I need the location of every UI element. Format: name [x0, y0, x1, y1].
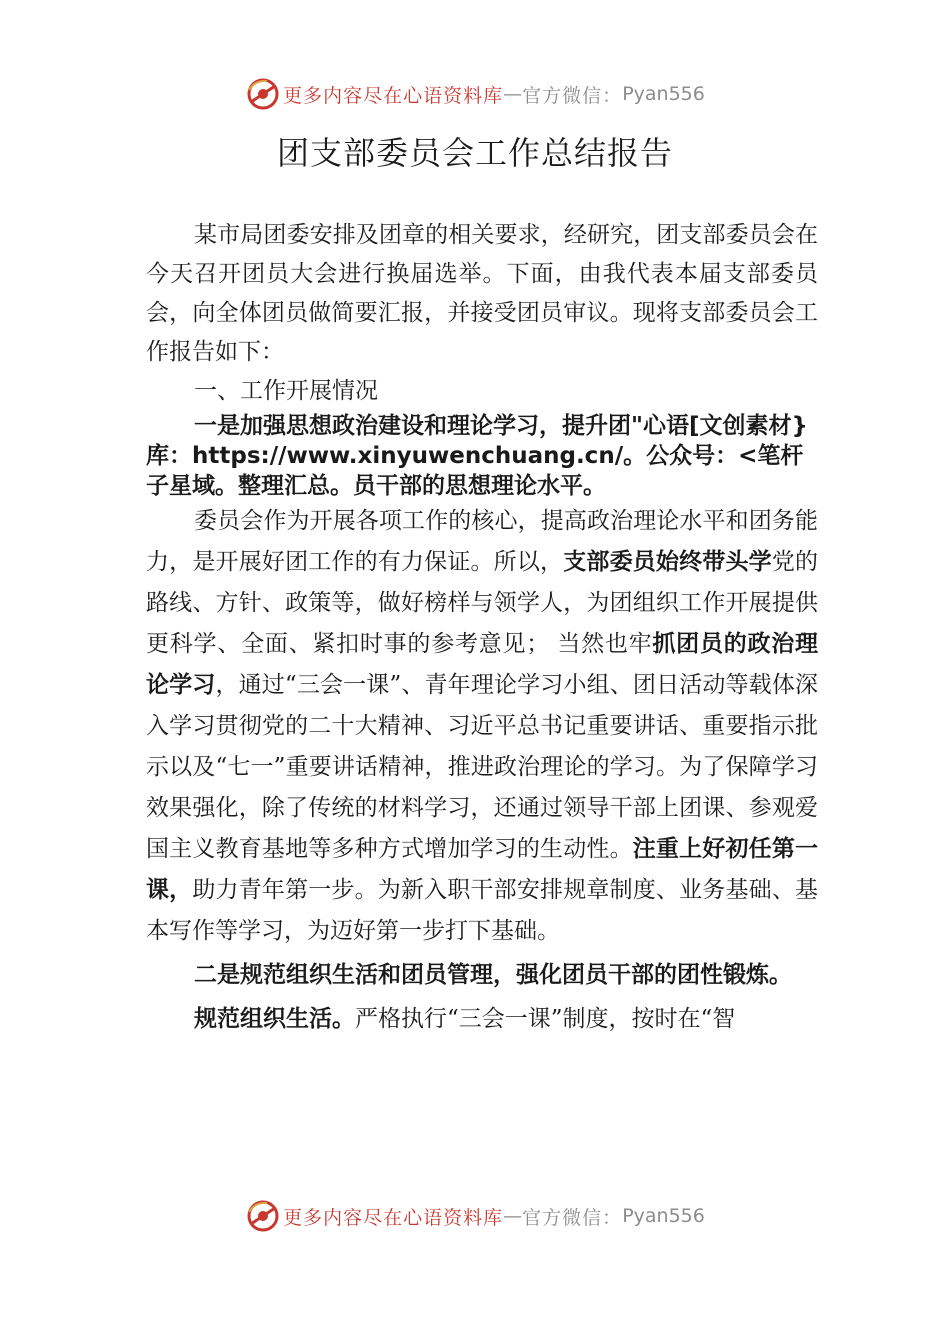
header-watermark-banner [0, 74, 950, 114]
bold-phrase: 规范组织生活。 [194, 1006, 355, 1032]
document-body [146, 216, 818, 1039]
paragraph-text: 党的路线、方针、政策等，做好榜样与领学人，为团组织工作开展提供更科学、全面、紧扣时事的参考意见； 当然也牢 [146, 549, 819, 657]
point2-heading: 二是规范组织生活和团员管理，强化团员干部的团性锻炼。 [194, 962, 792, 988]
bold-phrase: 支部委员始终带头学 [563, 549, 772, 575]
point1-heading: 一是加强思想政治建设和理论学习，提升团"心语[文创素材}库：https://www.xinyuwenchuang.cn/。公众号：<笔杆子星域。整理汇总。员干部的思想理论水平。 [146, 413, 808, 499]
red-seal-logo-icon [245, 76, 281, 112]
paragraph-text: 助力青年第一步。为新入职干部安排规章制度、业务基础、基本写作等学习，为迈好第一步打下基础。 [146, 877, 819, 944]
paragraph-text: 委员会作为开展各项工作的核心，提高政治理论水平和团务能力，是开展好团工作的有力保证。所以， [146, 508, 818, 575]
banner-separator: — [503, 83, 523, 105]
paragraph-text: 严格执行“三会一课”制度，按时在“智 [355, 1006, 736, 1032]
banner-text: 更多内容尽在心语资料库 [283, 1206, 504, 1229]
section-heading: 一、工作开展情况 [194, 378, 378, 404]
point2-paragraph [146, 1000, 818, 1039]
banner-wechat-id: Pyan556 [622, 1205, 705, 1227]
red-seal-logo-icon [245, 1198, 281, 1234]
intro-paragraph: 某市局团委安排及团章的相关要求，经研究，团支部委员会在今天召开团员大会进行换届选举。下面，由我代表本届支部委员会，向全体团员做简要汇报，并接受团员审议。现将支部委员会工作报告如下： [146, 222, 818, 365]
point1-paragraph [146, 501, 818, 952]
banner-separator: — [503, 1205, 523, 1227]
document-title: 团支部委员会工作总结报告 [276, 134, 673, 172]
banner-text: 更多内容尽在心语资料库 [283, 84, 504, 107]
paragraph-text: ，通过“三会一课”、青年理论学习小组、团日活动等载体深入学习贯彻党的二十大精神、习近平总书记重要讲话、重要指示批示以及“七一”重要讲话精神，推进政治理论的学习。为了保障学习效果强化，除了传统的材料学习，还通过领导干部上团课、参观爱国主义教育基地等多种方式增加学习的生动性。 [146, 672, 818, 862]
banner-wechat-id: Pyan556 [622, 83, 705, 105]
banner-wechat-label: 官方微信： [522, 84, 623, 107]
bold-phrase: 注重上好初任第一课， [146, 836, 819, 903]
banner-wechat-label: 官方微信： [522, 1206, 623, 1229]
bold-phrase: 抓团员的政治理论学习 [146, 631, 819, 698]
footer-watermark-banner [0, 1196, 950, 1236]
